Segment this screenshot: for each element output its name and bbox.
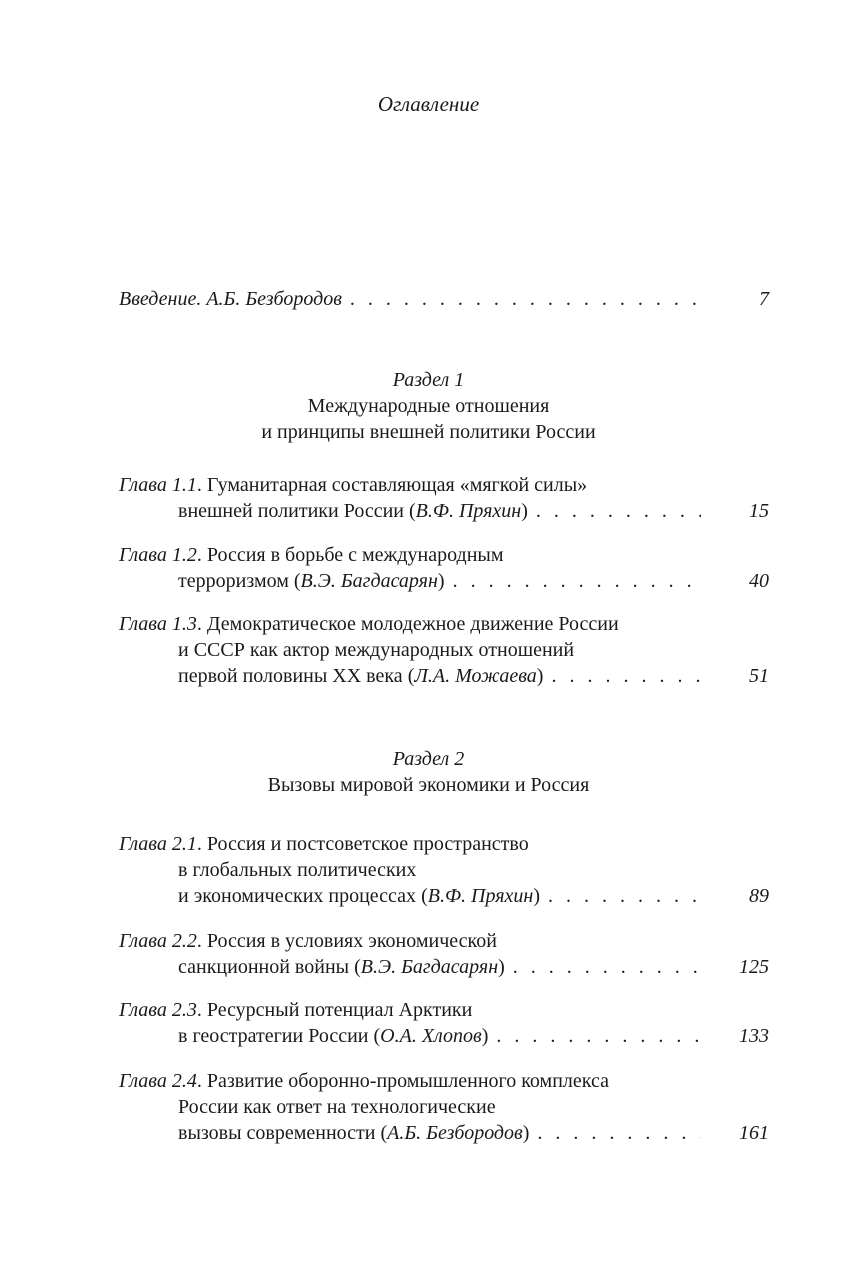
chapter-title-line: Развитие оборонно-промышленного комплекса — [206, 1070, 609, 1092]
chapter-title-line: и СССР как актор международных отношений — [178, 639, 575, 661]
toc-entry-chapter-2-1[interactable]: Глава 2.1. Россия и постсоветское пространство в глобальных политических и экономических процессах (В.Ф. Пряхин) . . . 89 — [119, 831, 769, 909]
intro-label: Введение. А.Б. Безбородов — [119, 288, 342, 310]
chapter-title-line: в геостратегии России — [178, 1025, 369, 1047]
page-number: 161 — [739, 1122, 769, 1144]
chapter-author: А.Б. Безбородов — [387, 1122, 523, 1144]
page-number: 15 — [749, 500, 769, 522]
chapter-title-line: Ресурсный потенциал Арктики — [206, 999, 473, 1021]
leader-dots — [551, 663, 701, 689]
section-title-line: Вызовы мировой экономики и Россия — [267, 774, 590, 796]
chapter-author: В.Ф. Пряхин — [415, 500, 522, 522]
chapter-number: Глава 1.3 — [119, 613, 197, 635]
chapter-author: В.Ф. Пряхин — [427, 885, 534, 907]
chapter-number: Глава 2.3 — [119, 999, 197, 1021]
leader-dots — [453, 568, 701, 594]
chapter-title-line: санкционной войны — [178, 956, 350, 978]
leader-dots — [536, 498, 701, 524]
page-number: 133 — [739, 1025, 769, 1047]
page-number: 40 — [749, 570, 769, 592]
toc-entry-chapter-1-1[interactable]: Глава 1.1. Гуманитарная составляющая «мягкой силы» внешней политики России (В.Ф. Пряхин) . . . 15 — [119, 472, 769, 524]
chapter-title-line: Демократическое молодежное движение России — [206, 613, 619, 635]
chapter-number: Глава 1.2 — [119, 544, 197, 566]
chapter-title-line: и экономических процессах — [178, 885, 417, 907]
leader-dots — [548, 883, 701, 909]
toc-entry-chapter-1-2[interactable]: Глава 1.2. Россия в борьбе с международным терроризмом (В.Э. Багдасарян) . . . 40 — [119, 542, 769, 594]
toc-entry-chapter-2-2[interactable]: Глава 2.2. Россия в условиях экономической санкционной войны (В.Э. Багдасарян) . . . 125 — [119, 928, 769, 980]
chapter-title-line: Россия в борьбе с международным — [206, 544, 504, 566]
leader-dots — [496, 1023, 701, 1049]
chapter-title-line: Россия и постсоветское пространство — [206, 833, 529, 855]
leader-dots — [513, 954, 701, 980]
chapter-author: Л.А. Можаева — [414, 665, 537, 687]
chapter-title-line: Гуманитарная составляющая «мягкой силы» — [206, 474, 588, 496]
chapter-title-line: внешней политики России — [178, 500, 404, 522]
section-title-line: и принципы внешней политики России — [261, 421, 596, 443]
page-title: Оглавление — [377, 92, 480, 116]
chapter-number: Глава 2.1 — [119, 833, 197, 855]
section-1-heading — [0, 367, 857, 445]
chapter-number: Глава 1.1 — [119, 474, 197, 496]
toc-entry-chapter-2-4[interactable]: Глава 2.4. Развитие оборонно-промышленного комплекса России как ответ на технологические вызовы современности (А.Б. Безбородов) . . . 161 — [119, 1068, 769, 1146]
leader-dots — [350, 288, 701, 311]
toc-entry-chapter-2-3[interactable]: Глава 2.3. Ресурсный потенциал Арктики в геостратегии России (О.А. Хлопов) . . . 133 — [119, 997, 769, 1049]
chapter-author: В.Э. Багдасарян — [300, 570, 438, 592]
chapter-title-line: в глобальных политических — [178, 859, 417, 881]
chapter-number: Глава 2.4 — [119, 1070, 197, 1092]
chapter-title-line: вызовы современности — [178, 1122, 376, 1144]
chapter-author: О.А. Хлопов — [380, 1025, 482, 1047]
chapter-title-line: Россия в условиях экономической — [206, 930, 497, 952]
section-label: Раздел 1 — [392, 369, 465, 391]
section-title-line: Международные отношения — [307, 395, 550, 417]
chapter-author: В.Э. Багдасарян — [360, 956, 499, 978]
page-number: 51 — [749, 665, 769, 687]
chapter-title-line: России как ответ на технологические — [178, 1096, 496, 1118]
toc-entry-chapter-1-3[interactable]: Глава 1.3. Демократическое молодежное движение России и СССР как актор международных отношений первой половины XX века (Л.А. Можаева) . . . 51 — [119, 611, 769, 689]
chapter-number: Глава 2.2 — [119, 930, 197, 952]
page-number: 7 — [759, 288, 769, 310]
chapter-title-line: терроризмом — [178, 570, 289, 592]
page-number: 89 — [749, 885, 769, 907]
leader-dots — [537, 1120, 701, 1146]
section-2-heading — [0, 746, 857, 798]
section-label: Раздел 2 — [392, 748, 465, 770]
toc-entry-intro[interactable] — [119, 288, 769, 311]
page-number: 125 — [739, 956, 769, 978]
chapter-title-line: первой половины XX века — [178, 665, 403, 687]
